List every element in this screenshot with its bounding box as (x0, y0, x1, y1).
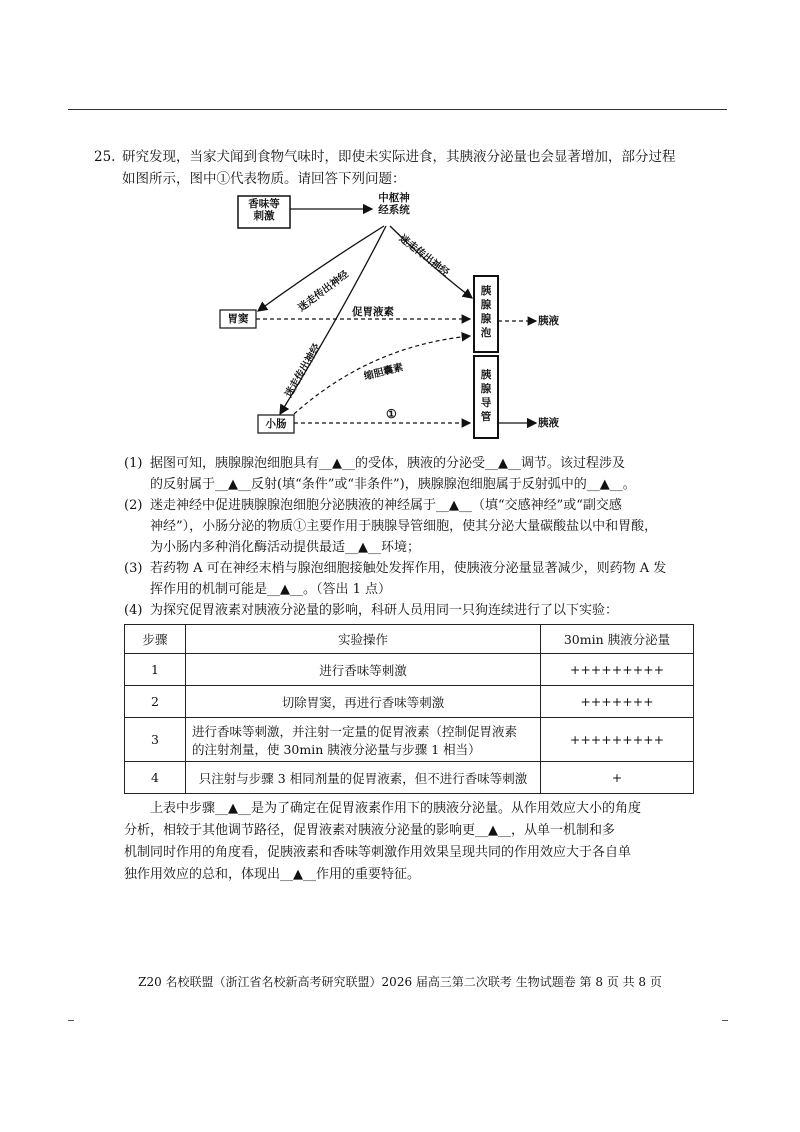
question-number: 25. (94, 149, 116, 165)
header-rule (68, 109, 727, 110)
sub-question-3: (3) 若药物 A 可在神经末梢与腺泡细胞接触处发挥作用，使胰液分泌量显著减少，则药物 A 发 挥作用的机制可能是__▲__。（答出 1 点） (124, 561, 667, 597)
table-header-operation: 实验操作 (186, 625, 541, 654)
stem-line-2: 如图所示，图中①代表物质。请回答下列问题： (122, 171, 406, 187)
table-row: 3 进行香味等刺激，并注射一定量的促胃液素（控制促胃液素 的注射剂量，使 30min 胰液分泌量与步骤 1 相当） +++++++++ (125, 718, 694, 762)
vagus-left-label: 迷走传出神经 (296, 269, 351, 314)
cck-label: 缩胆囊素 (362, 362, 405, 383)
sub-question-1: (1) 据图可知，胰腺腺泡细胞具有__▲__的受体，胰液的分泌受__▲__调节。该过程涉及 的反射属于__▲__反射(填“条件”或“非条件”)，胰腺腺泡细胞属于反射弧中的__▲__。 (124, 456, 636, 492)
stomach-label: 胃窦 (227, 313, 249, 325)
corner-mark-right (722, 1020, 728, 1021)
page-footer: Z20 名校联盟（浙江省名校新高考研究联盟）2026 届高三第二次联考 生物试题卷 第 8 页 共 8 页 (138, 975, 662, 989)
gastrin-label: 促胃液素 (352, 306, 394, 318)
cns-label: 中枢神 经系统 (378, 192, 410, 216)
table-row: 4 只注射与步骤 3 相同剂量的促胃液素，但不进行香味等刺激 + (125, 762, 694, 794)
table-header-amount: 30min 胰液分泌量 (541, 625, 694, 654)
stimulus-label: 香味等 刺激 (248, 198, 280, 222)
acinus-label: 胰 腺 腺 泡 (480, 285, 492, 339)
vagus-right-label: 迷走传出神经 (396, 233, 451, 279)
sub-question-2: (2) 迷走神经中促进胰腺腺泡细胞分泌胰液的神经属于__▲__（填“交感神经”或“副交感 神经”），小肠分泌的物质①主要作用于胰腺导管细胞，使其分泌大量碳酸盐以中和胃酸， 为小肠内多种消化酶活动提供最适__▲__环境； (124, 498, 658, 555)
output-1-label: 胰液 (538, 315, 559, 327)
output-2-label: 胰液 (538, 417, 559, 429)
after-table-text: 上表中步骤__▲__是为了确定在促胃液素作用下的胰液分泌量。从作用效应大小的角度 分析，相较于其他调节路径，促胃液素对胰液分泌量的影响更__▲__，从单一机制和多 机制同时作用的角度看，促胰液素和香味等刺激作用效果呈现共同的作用效应大于各自单 独作用效应的总和，体现出__▲__作用的重要特征。 (124, 801, 641, 882)
table-header-step: 步骤 (125, 625, 186, 654)
table-row: 2 切除胃窦，再进行香味等刺激 +++++++ (125, 686, 694, 718)
intestine-label: 小肠 (265, 418, 287, 430)
duct-label: 胰 腺 导 管 (480, 369, 492, 423)
question-stem (94, 146, 714, 190)
regulation-diagram (200, 186, 590, 446)
vagus-lower-label: 迷走传出神经 (283, 342, 323, 400)
stem-line-1: 研究发现，当家犬闻到食物气味时，即使未实际进食，其胰液分泌量也会显著增加，部分过程 (122, 149, 676, 165)
experiment-table (124, 624, 694, 794)
table-row: 1 进行香味等刺激 +++++++++ (125, 654, 694, 686)
substance-label: ① (386, 407, 397, 421)
corner-mark-left (68, 1020, 74, 1021)
sub-question-4: (4) 为探究促胃液素对胰液分泌量的影响，科研人员用同一只狗连续进行了以下实验： (124, 603, 619, 618)
